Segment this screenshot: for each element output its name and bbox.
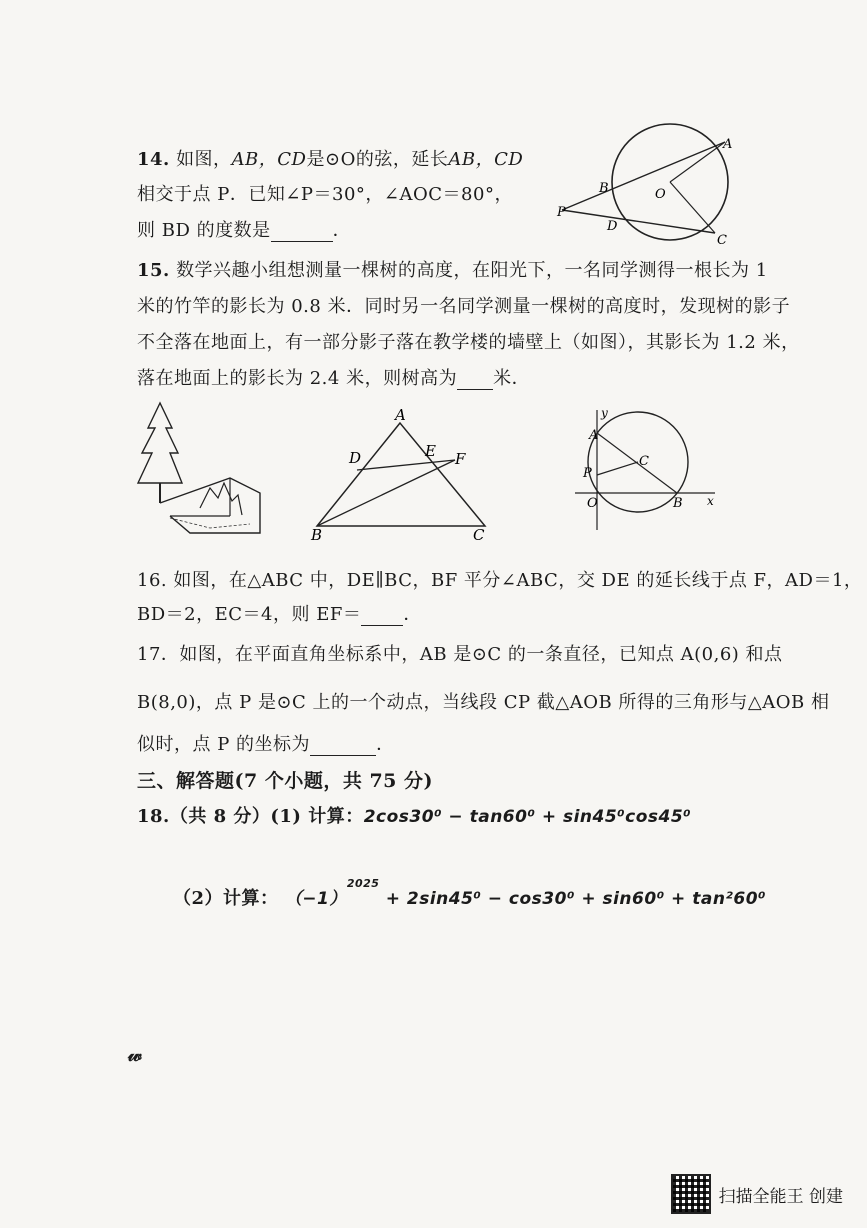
q14-label-A: A — [723, 137, 733, 152]
q17-coordinate-figure — [575, 405, 725, 535]
q17-line1: 17．如图，在平面直角坐标系中，AB 是⊙C 的一条直径，已知点 A(0,6) 和点 — [137, 644, 783, 665]
q16-label-F: F — [455, 450, 466, 468]
q16-label-D: D — [349, 449, 362, 467]
q18-part1: 18.（共 8 分）(1) 计算：2cos30⁰ − tan60⁰ + sin45⁰cos45⁰ — [137, 806, 692, 827]
q14-label-C: C — [717, 233, 727, 248]
q17-label-B: B — [673, 496, 683, 511]
q14-number: 14. — [137, 149, 170, 170]
q15-line1: 15. 数学兴趣小组想测量一棵树的高度，在阳光下，一名同学测得一根长为 1 — [137, 260, 768, 281]
q14-line3: 则 BD 的度数是 ． — [137, 220, 352, 241]
q18-part1-expression: 2cos30⁰ − tan60⁰ + sin45⁰cos45⁰ — [363, 807, 692, 827]
q14-label-O: O — [655, 187, 666, 202]
q16-label-A: A — [395, 406, 406, 424]
q17-answer-blank[interactable] — [310, 755, 376, 756]
scanner-watermark-text: 扫描全能王 创建 — [718, 1186, 843, 1207]
q14-label-B: B — [599, 181, 609, 196]
q15-line4: 落在地面上的影长为 2.4 米，则树高为 米． — [137, 368, 531, 389]
scanner-watermark — [671, 1174, 843, 1214]
q17-label-P: P — [583, 466, 592, 481]
q17-line2: B(8,0)，点 P 是⊙C 上的一个动点，当线段 CP 截△AOB 所得的三角形与△AOB 相 — [137, 692, 830, 713]
q15-answer-blank[interactable] — [457, 389, 493, 390]
q16-triangle-figure — [305, 408, 505, 543]
q16-label-B: B — [311, 526, 323, 544]
q17-label-A: A — [589, 428, 599, 443]
q15-line3: 不全落在地面上，有一部分影子落在教学楼的墙壁上（如图），其影长为 1.2 米， — [137, 332, 800, 353]
q14-line1: 14. 如图，AB，CD是⊙O的弦，延长AB，CD — [137, 149, 524, 170]
q17-label-x: x — [707, 494, 714, 508]
q16-label-E: E — [425, 442, 436, 460]
q16-line2: BD＝2，EC＝4，则 EF＝ ． — [137, 604, 422, 625]
pen-mark: 𝓌 — [128, 1042, 142, 1066]
q17-label-y: y — [601, 406, 608, 420]
q17-label-O: O — [587, 496, 598, 511]
q15-line2: 米的竹竿的影长为 0.8 米．同时另一名同学测量一棵树的高度时，发现树的影子 — [137, 296, 791, 317]
q14-label-P: P — [557, 205, 566, 220]
section-three-heading: 三、解答题(7 个小题，共 75 分) — [137, 770, 433, 792]
q17-line3: 似时，点 P 的坐标为 ． — [137, 734, 395, 755]
q16-label-C: C — [473, 526, 485, 544]
q17-label-C: C — [639, 454, 649, 469]
q14-label-D: D — [607, 219, 618, 234]
q16-line1: 16. 如图，在△ABC 中，DE∥BC，BF 平分∠ABC，交 DE 的延长线于点 F，AD＝1， — [137, 570, 863, 591]
q18-part2: （2）计算： $(-1)^{2025} + 2\sin 45^0 - \cos 30^0 + \sin 60^0 + \tan^260^0$ — [173, 877, 766, 909]
q14-answer-blank[interactable] — [271, 241, 333, 242]
q14-circle-figure — [555, 120, 755, 260]
q15-tree-figure — [130, 398, 270, 543]
q16-answer-blank[interactable] — [361, 625, 403, 626]
q14-line2: 相交于点 P．已知∠P＝30°，∠AOC＝80°， — [137, 184, 513, 205]
q18-part2-expression: + 2sin45⁰ − cos30⁰ + sin60⁰ + tan²60⁰ — [385, 889, 766, 909]
qr-code-icon — [671, 1174, 711, 1214]
